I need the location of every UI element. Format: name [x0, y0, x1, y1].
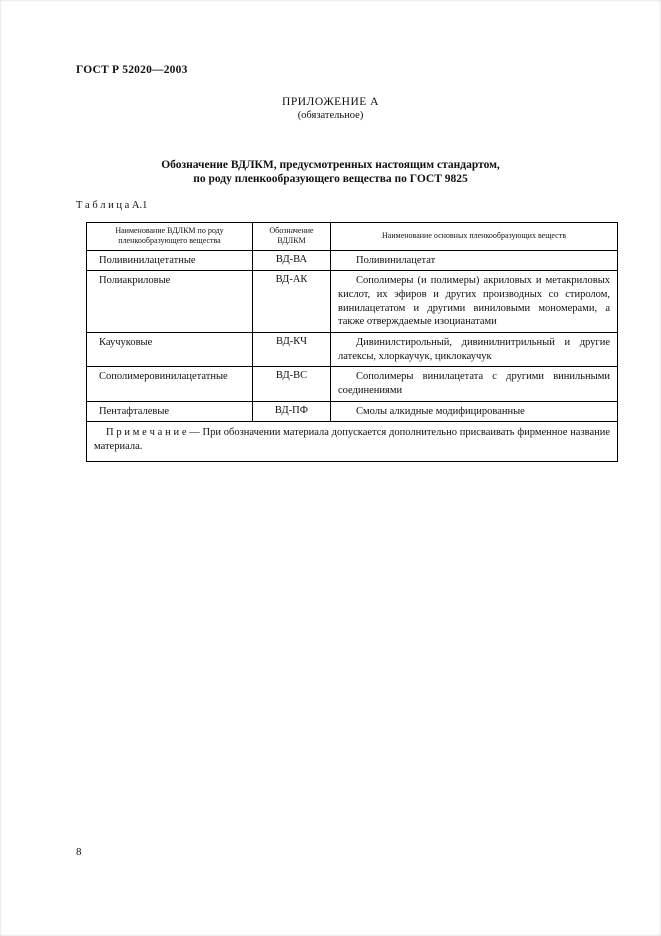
cell-name: Пентафталевые [87, 401, 253, 422]
column-header-code: Обозначение ВДЛКМ [253, 223, 331, 251]
cell-name: Сополимеровинилацетатные [87, 367, 253, 401]
table-row [87, 332, 618, 366]
cell-description: Сополимеры (и полимеры) акриловых и метакриловых кислот, их эфиров и других производных со стиролом, винилацетатом и другими виниловыми мономерами, а также отверждаемые изоцианатами [331, 271, 618, 333]
cell-name: Каучуковые [87, 332, 253, 366]
column-header-substances: Наименование основных пленкообразующих веществ [331, 223, 618, 251]
cell-code: ВД-ВС [253, 367, 331, 401]
cell-description: Дивинилстирольный, дивинилнитрильный и другие латексы, хлоркаучук, циклокаучук [331, 332, 618, 366]
designation-table [86, 222, 618, 462]
cell-description: Сополимеры винилацетата с другими винильными соединениями [331, 367, 618, 401]
table-note-row [87, 422, 618, 461]
appendix-heading [0, 96, 661, 121]
table-row [87, 401, 618, 422]
table-row [87, 271, 618, 333]
column-header-name: Наименование ВДЛКМ по роду пленкообразующего вещества [87, 223, 253, 251]
cell-name: Полиакриловые [87, 271, 253, 333]
table-header-row [87, 223, 618, 251]
cell-code: ВД-ПФ [253, 401, 331, 422]
table-caption: Т а б л и ц а А.1 [76, 200, 148, 211]
page-number: 8 [76, 846, 82, 858]
table-note: П р и м е ч а н и е — При обозначении материала допускается дополнительно присваивать фирменное название материала. [87, 422, 618, 461]
table-row [87, 250, 618, 271]
cell-code: ВД-АК [253, 271, 331, 333]
section-title-line2: по роду пленкообразующего вещества по ГОСТ 9825 [193, 173, 468, 186]
appendix-title: ПРИЛОЖЕНИЕ А [282, 96, 379, 108]
cell-code: ВД-КЧ [253, 332, 331, 366]
cell-name: Поливинилацетатные [87, 250, 253, 271]
document-title-header: ГОСТ Р 52020—2003 [76, 64, 188, 76]
appendix-subtitle: (обязательное) [297, 110, 364, 121]
section-title-line1: Обозначение ВДЛКМ, предусмотренных настоящим стандартом, [161, 159, 500, 171]
table-row [87, 367, 618, 401]
section-title [0, 158, 661, 187]
cell-description: Смолы алкидные модифицированные [331, 401, 618, 422]
cell-code: ВД-ВА [253, 250, 331, 271]
cell-description: Поливинилацетат [331, 250, 618, 271]
